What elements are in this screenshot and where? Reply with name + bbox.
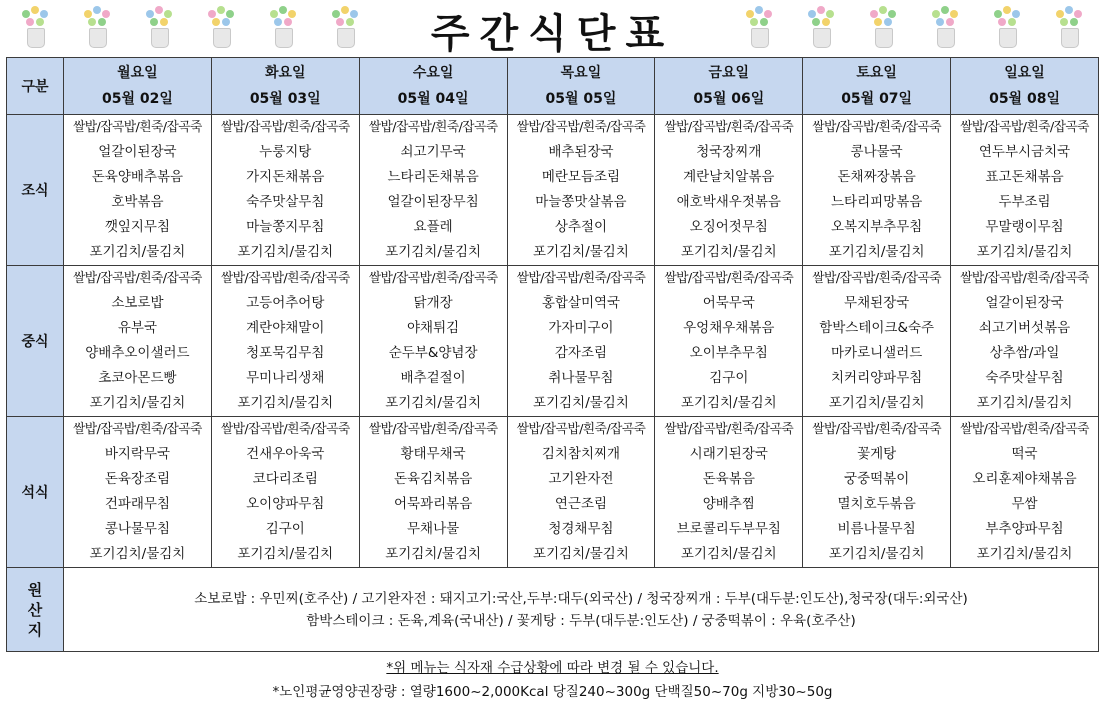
meal-label: 석식 (7, 417, 64, 568)
menu-item: 배추겉절이 (400, 370, 466, 386)
menu-item: 황태무채국 (400, 446, 466, 462)
origin-label-char: 원 (27, 580, 43, 599)
menu-item: 김치참치찌개 (541, 446, 621, 462)
day-name: 화요일 (264, 65, 306, 81)
menu-item: 닭개장 (413, 295, 453, 311)
meal-row (7, 266, 1099, 417)
menu-item: 포기김치/물김치 (828, 395, 925, 411)
menu-item: 돈육김치볶음 (393, 471, 473, 487)
menu-item: 비름나물무침 (837, 521, 916, 537)
menu-cell (359, 266, 507, 417)
menu-item: 포기김치/물김치 (89, 546, 186, 562)
menu-item: 마늘쫑맛살볶음 (535, 194, 627, 210)
menu-item: 포기김치/물김치 (89, 395, 186, 411)
day-date: 05월 08일 (989, 91, 1060, 107)
meal-label: 중식 (7, 266, 64, 417)
menu-item: 초코아몬드빵 (98, 370, 177, 386)
menu-cell (211, 417, 359, 568)
day-header-row (7, 58, 1099, 115)
menu-item: 건새우아욱국 (246, 446, 325, 462)
menu-item: 김구이 (265, 521, 305, 537)
menu-item: 포기김치/물김치 (385, 244, 482, 260)
menu-item: 누룽지탕 (259, 144, 312, 160)
menu-item: 치커리양파무침 (830, 370, 923, 386)
menu-item: 메란모듬조림 (541, 169, 621, 185)
page-title: 주간식단표 (430, 11, 675, 57)
menu-item: 청포묵김무침 (246, 345, 325, 361)
menu-item: 함박스테이크&숙주 (819, 320, 935, 336)
menu-item: 연근조림 (554, 496, 608, 512)
day-header (64, 58, 212, 115)
menu-item: 청경채무침 (548, 521, 614, 537)
menu-cell (507, 417, 655, 568)
menu-item: 숙주맛살무침 (985, 370, 1064, 386)
menu-item: 어묵무국 (702, 295, 755, 311)
menu-item: 마카로니샐러드 (830, 345, 923, 361)
menu-item: 깻잎지무침 (104, 219, 171, 235)
origin-label-char: 산 (27, 600, 43, 619)
menu-item: 포기김치/물김치 (237, 546, 334, 562)
day-header (211, 58, 359, 115)
menu-item: 콩나물국 (850, 144, 903, 160)
menu-item: 포기김치/물김치 (976, 395, 1073, 411)
menu-item: 쌀밥/잡곡밥/흰죽/잡곡죽 (516, 422, 646, 437)
menu-item: 쌀밥/잡곡밥/흰죽/잡곡죽 (73, 271, 202, 286)
menu-item: 쌀밥/잡곡밥/흰죽/잡곡죽 (516, 271, 646, 286)
menu-item: 느타리피망볶음 (830, 194, 923, 210)
menu-item: 취나물무침 (548, 370, 614, 386)
menu-item: 꽃게탕 (857, 446, 897, 462)
menu-cell (803, 266, 951, 417)
menu-item: 쌀밥/잡곡밥/흰죽/잡곡죽 (368, 271, 498, 286)
menu-item: 쇠고기버섯볶음 (978, 320, 1071, 336)
day-name: 일요일 (1004, 65, 1045, 81)
menu-item: 연두부시금치국 (978, 144, 1071, 160)
menu-item: 오리훈제야채볶음 (972, 471, 1077, 487)
menu-item: 요플레 (413, 219, 453, 235)
meal-row (7, 417, 1099, 568)
meal-row (7, 115, 1099, 266)
menu-cell (64, 417, 212, 568)
menu-item: 쌀밥/잡곡밥/흰죽/잡곡죽 (73, 120, 202, 135)
day-name: 금요일 (708, 65, 750, 81)
day-name: 토요일 (856, 65, 897, 81)
menu-item: 오복지부추무침 (830, 219, 923, 235)
menu-item: 쌀밥/잡곡밥/흰죽/잡곡죽 (812, 120, 942, 135)
menu-item: 감자조림 (554, 345, 608, 361)
menu-item: 포기김치/물김치 (89, 244, 186, 260)
origin-info (64, 568, 1099, 652)
menu-item: 우엉채우채볶음 (683, 320, 775, 336)
menu-item: 코다리조림 (252, 471, 318, 487)
menu-item: 쌀밥/잡곡밥/흰죽/잡곡죽 (220, 271, 350, 286)
menu-cell (803, 417, 951, 568)
day-name: 목요일 (560, 65, 602, 81)
menu-item: 무말랭이무침 (985, 219, 1064, 235)
menu-item: 쌀밥/잡곡밥/흰죽/잡곡죽 (220, 120, 350, 135)
menu-item: 브로콜리두부무침 (676, 521, 781, 537)
menu-cell (803, 115, 951, 266)
menu-item: 마늘쫑지무침 (246, 219, 325, 235)
menu-item: 유부국 (117, 320, 157, 336)
day-date: 05월 02일 (101, 91, 173, 107)
menu-cell (211, 266, 359, 417)
menu-cell (359, 417, 507, 568)
day-header (655, 58, 803, 115)
menu-item: 돈육볶음 (702, 471, 755, 487)
menu-item: 김구이 (709, 370, 749, 386)
menu-item: 오이부추무침 (689, 345, 768, 361)
menu-item: 포기김치/물김치 (385, 546, 482, 562)
menu-item: 떡국 (1011, 446, 1038, 462)
menu-item: 포기김치/물김치 (237, 244, 334, 260)
menu-item: 양배추오이샐러드 (85, 345, 190, 361)
page-header (0, 0, 1105, 56)
day-header (951, 58, 1099, 115)
menu-item: 쌀밥/잡곡밥/흰죽/잡곡죽 (812, 422, 942, 437)
menu-item: 무채나물 (407, 521, 460, 537)
menu-item: 쌀밥/잡곡밥/흰죽/잡곡죽 (516, 120, 646, 135)
menu-item: 얼갈이된장무침 (387, 194, 479, 210)
menu-item: 느타리돈채볶음 (387, 169, 479, 185)
day-date: 05월 03일 (249, 91, 321, 107)
meal-label: 조식 (7, 115, 64, 266)
menu-item: 어묵꽈리볶음 (393, 496, 473, 512)
menu-item: 가지돈채볶음 (246, 169, 325, 185)
menu-cell (64, 266, 212, 417)
origin-label-char: 지 (27, 620, 43, 639)
menu-item: 상추쌈/과일 (989, 345, 1060, 361)
day-name: 월요일 (117, 65, 158, 81)
menu-item: 포기김치/물김치 (237, 395, 334, 411)
menu-item: 오이양파무침 (246, 496, 325, 512)
menu-item: 포기김치/물김치 (828, 546, 925, 562)
menu-cell (507, 115, 655, 266)
menu-cell (211, 115, 359, 266)
day-header (359, 58, 507, 115)
menu-item: 가자미구이 (548, 320, 614, 336)
menu-item: 쇠고기무국 (400, 144, 466, 160)
menu-item: 무채된장국 (844, 295, 910, 311)
menu-cell (655, 417, 803, 568)
menu-item: 소보로밥 (111, 295, 164, 311)
nutrition-note: *노인평균영양권장량 : 열량1600~2,000Kcal 당질240~300g 단백질50~70g 지방30~50g (272, 684, 833, 700)
day-date: 05월 06일 (693, 91, 765, 107)
menu-item: 궁중떡볶이 (844, 471, 910, 487)
menu-item: 포기김치/물김치 (828, 244, 925, 260)
menu-item: 숙주맛살무침 (246, 194, 325, 210)
menu-item: 애호박새우젓볶음 (676, 194, 781, 210)
menu-item: 얼갈이된장국 (985, 295, 1064, 311)
origin-label (7, 568, 64, 652)
day-name: 수요일 (412, 65, 454, 81)
day-date: 05월 04일 (397, 91, 469, 107)
menu-item: 건파래무침 (104, 496, 171, 512)
menu-cell (951, 115, 1099, 266)
menu-item: 포기김치/물김치 (680, 244, 777, 260)
menu-item: 포기김치/물김치 (976, 244, 1073, 260)
menu-item: 쌀밥/잡곡밥/흰죽/잡곡죽 (960, 120, 1089, 135)
menu-item: 쌀밥/잡곡밥/흰죽/잡곡죽 (220, 422, 350, 437)
weekly-menu-table (6, 57, 1099, 652)
menu-item: 순두부&양념장 (388, 345, 478, 361)
menu-item: 쌀밥/잡곡밥/흰죽/잡곡죽 (368, 422, 498, 437)
menu-item: 표고돈채볶음 (985, 169, 1064, 185)
menu-item: 쌀밥/잡곡밥/흰죽/잡곡죽 (664, 422, 794, 437)
menu-item: 부추양파무침 (985, 521, 1064, 537)
menu-item: 계란야채말이 (246, 320, 325, 336)
day-date: 05월 05일 (545, 91, 617, 107)
menu-item: 무쌈 (1011, 496, 1038, 512)
menu-cell (64, 115, 212, 266)
menu-item: 홍합살미역국 (541, 295, 621, 311)
menu-item: 쌀밥/잡곡밥/흰죽/잡곡죽 (960, 422, 1089, 437)
menu-item: 포기김치/물김치 (680, 546, 777, 562)
menu-item: 청국장찌개 (696, 144, 762, 160)
menu-item: 배추된장국 (548, 144, 614, 160)
origin-line: 함박스테이크 : 돈육,계육(국내산) / 꽃게탕 : 두부(대두분:인도산) / 궁중떡볶이 : 우육(호주산) (306, 612, 856, 629)
menu-cell (655, 266, 803, 417)
menu-item: 바지락무국 (104, 446, 171, 462)
menu-cell (359, 115, 507, 266)
menu-item: 상추절이 (554, 219, 608, 235)
menu-item: 포기김치/물김치 (533, 546, 629, 562)
menu-item: 포기김치/물김치 (976, 546, 1073, 562)
menu-item: 쌀밥/잡곡밥/흰죽/잡곡죽 (664, 120, 794, 135)
menu-item: 돈육양배추볶음 (91, 169, 184, 185)
origin-row (7, 568, 1099, 652)
menu-item: 호박볶음 (111, 194, 164, 210)
menu-item: 쌀밥/잡곡밥/흰죽/잡곡죽 (960, 271, 1089, 286)
menu-cell (507, 266, 655, 417)
day-header (803, 58, 951, 115)
menu-cell (951, 266, 1099, 417)
menu-item: 쌀밥/잡곡밥/흰죽/잡곡죽 (664, 271, 794, 286)
menu-item: 무미나리생채 (246, 370, 325, 386)
menu-item: 쌀밥/잡곡밥/흰죽/잡곡죽 (368, 120, 498, 135)
menu-item: 포기김치/물김치 (533, 395, 629, 411)
menu-item: 두부조림 (998, 194, 1051, 210)
menu-item: 돈채짜장볶음 (837, 169, 916, 185)
menu-item: 멸치호두볶음 (837, 496, 916, 512)
menu-item: 포기김치/물김치 (680, 395, 777, 411)
change-notice (0, 656, 1105, 676)
menu-item: 포기김치/물김치 (533, 244, 629, 260)
menu-item: 계란날치알볶음 (683, 169, 775, 185)
menu-item: 돈육장조림 (104, 471, 171, 487)
menu-item: 고기완자전 (548, 471, 614, 487)
menu-item: 시래기된장국 (689, 446, 768, 462)
menu-item: 고등어추어탕 (246, 295, 325, 311)
origin-line: 소보로밥 : 우민찌(호주산) / 고기완자전 : 돼지고기:국산,두부:대두(외국산) / 청국장찌개 : 두부(대두분:인도산),청국장(대두:외국산) (194, 590, 968, 607)
change-notice-text: *위 메뉴는 식자재 수급상황에 따라 변경 될 수 있습니다. (386, 660, 719, 676)
menu-item: 쌀밥/잡곡밥/흰죽/잡곡죽 (73, 422, 202, 437)
day-date: 05월 07일 (841, 91, 913, 107)
header-label: 구분 (7, 58, 64, 115)
menu-item: 포기김치/물김치 (385, 395, 482, 411)
menu-item: 오징어젓무침 (689, 219, 768, 235)
menu-cell (951, 417, 1099, 568)
menu-item: 양배추찜 (702, 496, 755, 512)
menu-item: 콩나물무침 (104, 521, 171, 537)
menu-item: 야채튀김 (407, 320, 460, 336)
menu-item: 쌀밥/잡곡밥/흰죽/잡곡죽 (812, 271, 942, 286)
day-header (507, 58, 655, 115)
menu-item: 얼갈이된장국 (98, 144, 177, 160)
menu-cell (655, 115, 803, 266)
